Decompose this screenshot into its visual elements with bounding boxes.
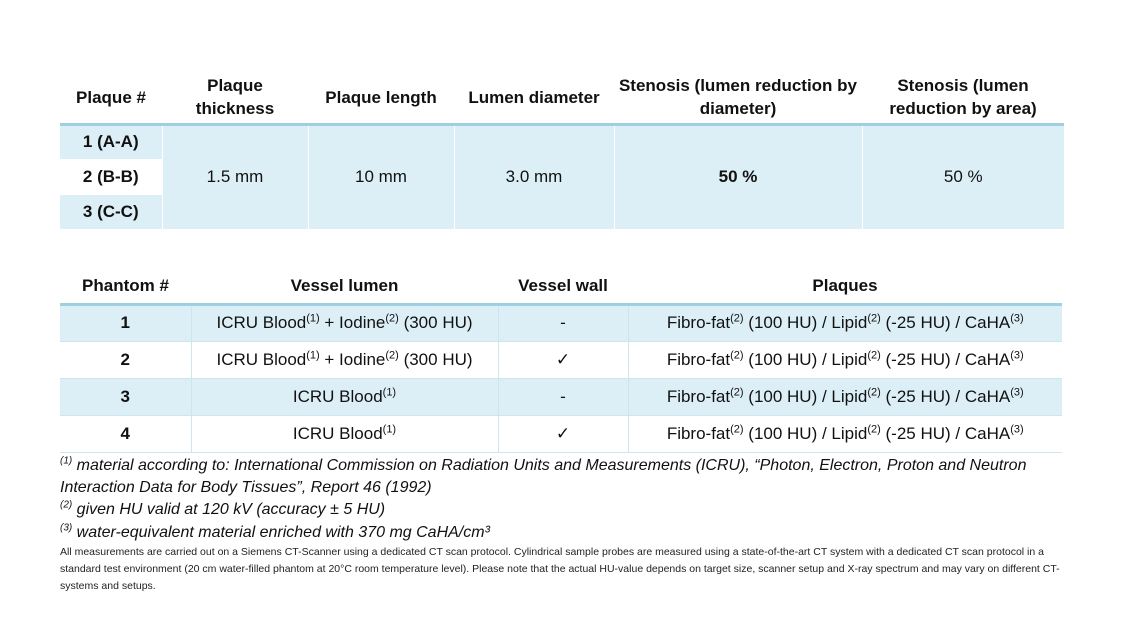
plaque-thickness-cell: 1.5 mm <box>162 124 308 229</box>
vessel-wall-cell: - <box>498 378 628 415</box>
footnote-text: material according to: International Commission on Radiation Units and Measurements (ICRU), “Photon, Electron, Proton and Neutron Interaction Data for Body Tissues”, Report 46 (1992) <box>60 457 1027 496</box>
column-header-lumen-diameter: Lumen diameter <box>454 72 614 124</box>
vessel-lumen-cell <box>191 304 498 341</box>
footnote-ref: (3) <box>1010 348 1024 361</box>
footnote-ref: (1) <box>306 312 320 325</box>
footnote-marker: (1) <box>60 455 73 467</box>
vessel-lumen-cell <box>191 341 498 378</box>
plaque-text: Fibro-fat <box>666 349 731 369</box>
plaque-text: Fibro-fat <box>666 386 731 406</box>
phantom-number-cell: 1 <box>60 304 191 341</box>
column-header-plaque-length: Plaque length <box>308 72 454 124</box>
phantom-number-cell: 3 <box>60 378 191 415</box>
plaque-text: (100 HU) / Lipid <box>743 423 868 443</box>
footnote-ref: (2) <box>867 312 881 325</box>
plaque-id-cell: 2 (B-B) <box>60 159 162 194</box>
column-header-stenosis-area: Stenosis (lumen reduction by area) <box>862 72 1064 124</box>
plaque-length-cell: 10 mm <box>308 124 454 229</box>
lumen-text: ICRU Blood <box>216 349 307 369</box>
footnote-3 <box>60 522 1050 544</box>
plaque-text: Fibro-fat <box>666 423 731 443</box>
footnote-ref: (2) <box>385 348 399 361</box>
footnote-ref: (2) <box>730 385 744 398</box>
plaque-text: (-25 HU) / CaHA <box>880 423 1011 443</box>
plaques-cell <box>628 341 1062 378</box>
footnote-ref: (2) <box>867 422 881 435</box>
table-row <box>60 415 1062 452</box>
table-row <box>60 341 1062 378</box>
footnote-ref: (2) <box>867 385 881 398</box>
table-header-row <box>60 268 1062 304</box>
table-row <box>60 378 1062 415</box>
footnote-text: water-equivalent material enriched with 370 mg CaHA/cm³ <box>72 524 490 541</box>
column-header-stenosis-diameter: Stenosis (lumen reduction by diameter) <box>614 72 862 124</box>
table-header-row <box>60 72 1064 124</box>
footnote-ref: (2) <box>385 312 399 325</box>
table-row <box>60 304 1062 341</box>
plaque-id-cell: 3 (C-C) <box>60 194 162 229</box>
plaque-text: (-25 HU) / CaHA <box>880 349 1011 369</box>
vessel-wall-cell: ✓ <box>498 415 628 452</box>
vessel-lumen-cell <box>191 378 498 415</box>
footnote-ref: (2) <box>730 312 744 325</box>
plaque-text: (100 HU) / Lipid <box>743 386 868 406</box>
column-header-vessel-wall: Vessel wall <box>498 268 628 304</box>
column-header-plaques: Plaques <box>628 268 1062 304</box>
stenosis-diameter-cell: 50 % <box>614 124 862 229</box>
lumen-text: ICRU Blood <box>292 386 383 406</box>
vessel-wall-cell: ✓ <box>498 341 628 378</box>
column-header-plaque-number: Plaque # <box>60 72 162 124</box>
footnote-ref: (2) <box>730 348 744 361</box>
column-header-plaque-thickness: Plaque thickness <box>162 72 308 124</box>
phantom-number-cell: 2 <box>60 341 191 378</box>
footnote-ref: (1) <box>382 422 397 435</box>
plaque-text: (-25 HU) / CaHA <box>880 313 1011 332</box>
footnote-1 <box>60 455 1050 499</box>
column-header-vessel-lumen: Vessel lumen <box>191 268 498 304</box>
footnote-2 <box>60 499 1050 521</box>
plaque-text: (-25 HU) / CaHA <box>880 386 1011 406</box>
stenosis-area-cell: 50 % <box>862 124 1064 229</box>
plaque-text: Fibro-fat <box>666 313 731 332</box>
column-header-phantom-number: Phantom # <box>60 268 191 304</box>
lumen-text: ICRU Blood <box>216 313 307 332</box>
table-row <box>60 124 1064 159</box>
footnote-ref: (2) <box>867 348 881 361</box>
footnote-ref: (3) <box>1010 385 1024 398</box>
plaque-spec-table <box>60 72 1064 230</box>
lumen-text: ICRU Blood <box>292 423 383 443</box>
lumen-text: + Iodine <box>319 313 386 332</box>
footnote-text: given HU valid at 120 kV (accuracy ± 5 HU) <box>72 501 386 518</box>
plaque-text: (100 HU) / Lipid <box>743 313 868 332</box>
plaques-cell <box>628 304 1062 341</box>
phantom-number-cell: 4 <box>60 415 191 452</box>
plaque-id-cell: 1 (A-A) <box>60 124 162 159</box>
footnote-ref: (1) <box>382 385 397 398</box>
footnote-ref: (3) <box>1010 422 1024 435</box>
lumen-text: + Iodine <box>319 349 386 369</box>
vessel-wall-cell: - <box>498 304 628 341</box>
footnote-ref: (2) <box>730 422 744 435</box>
footnote-ref: (1) <box>306 348 320 361</box>
phantom-table <box>60 268 1062 453</box>
footnote-ref: (3) <box>1010 312 1024 325</box>
footnote-marker: (2) <box>60 499 73 511</box>
footnote-marker: (3) <box>60 522 73 534</box>
lumen-text: (300 HU) <box>398 349 473 369</box>
measurement-note: All measurements are carried out on a Siemens CT-Scanner using a dedicated CT scan protocol. Cylindrical sample probes are measured using a state-of-the-art CT system with a dedicated CT scan protocol in a standard test environment (20 cm water-filled phantom at 20°C room temperature level). Please note that the actual HU-value depends on target size, scanner setup and X-ray spectrum and may vary on different CT-systems and setups. <box>60 546 1060 592</box>
vessel-lumen-cell <box>191 415 498 452</box>
lumen-diameter-cell: 3.0 mm <box>454 124 614 229</box>
lumen-text: (300 HU) <box>398 313 473 332</box>
plaque-text: (100 HU) / Lipid <box>743 349 868 369</box>
plaques-cell <box>628 415 1062 452</box>
plaques-cell <box>628 378 1062 415</box>
